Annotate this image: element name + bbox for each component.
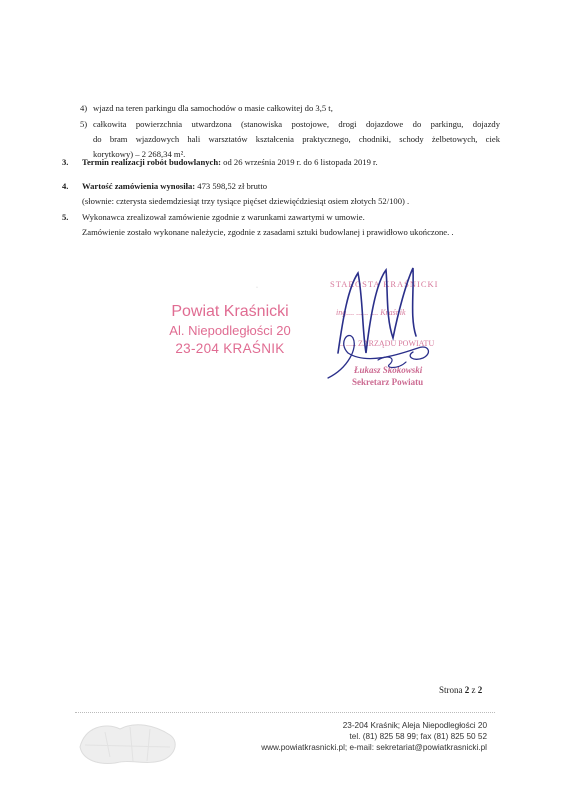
section-text: od 26 września 2019 r. do 6 listopada 2019 r. bbox=[221, 157, 378, 167]
footer-web: www.powiatkrasnicki.pl; e-mail: sekretariat@powiatkrasnicki.pl bbox=[261, 743, 487, 752]
section-heading: Termin realizacji robót budowlanych: bbox=[82, 157, 222, 167]
county-map-watermark bbox=[75, 717, 185, 767]
page-number-current: 2 bbox=[464, 685, 470, 695]
section-text-line-2: Zamówienie zostało wykonane należycie, zgodnie z zasadami sztuki budowlanej i prawidłowo ukończone. . bbox=[82, 227, 454, 237]
stamp-line-3: 23-204 KRAŚNIK bbox=[175, 341, 285, 356]
footer-phone: tel. (81) 825 58 99; fax (81) 825 50 52 bbox=[349, 732, 487, 741]
section-4 bbox=[62, 179, 502, 209]
handwritten-signature bbox=[318, 258, 458, 383]
section-5 bbox=[62, 210, 502, 240]
section-number: 3. bbox=[62, 157, 69, 167]
stamp-faint-text: .. ..... ZARZĄDU POWIATU bbox=[340, 339, 435, 348]
list-item-text-line-3: korytkowy) – 2 268,34 m². bbox=[93, 149, 186, 159]
section-heading: Wartość zamówienia wynosiła: bbox=[82, 181, 196, 191]
stamp-title: STAROSTA KRAŚNICKI bbox=[330, 279, 439, 289]
stamp-faint-text: ing.... ...... .... Kraśnik bbox=[336, 308, 406, 317]
list-item-text: wjazd na teren parkingu dla samochodów o masie całkowitej do 3,5 t, bbox=[93, 103, 333, 113]
stamp-role: Sekretarz Powiatu bbox=[352, 377, 424, 387]
section-3 bbox=[62, 155, 502, 170]
footer-contact bbox=[261, 720, 487, 753]
list-item-4 bbox=[80, 101, 500, 116]
stamp-name: Łukasz Skokowski bbox=[354, 365, 423, 375]
list-item-number: 4) bbox=[80, 103, 88, 113]
list-item-number: 5) bbox=[80, 119, 88, 129]
list-item-text-line-2: do bram wjazdowych hali warsztatów kształcenia praktycznego, chodniki, schody żelbetowych, ciek bbox=[93, 134, 500, 144]
footer-divider bbox=[75, 712, 495, 713]
stamp-line-2: Al. Niepodległości 20 bbox=[169, 323, 291, 338]
faint-mark: · bbox=[256, 285, 258, 291]
section-number: 4. bbox=[62, 181, 69, 191]
section-text-line-1: Wykonawca zrealizował zamówienie zgodnie z warunkami zawartymi w umowie. bbox=[82, 212, 365, 222]
list-item-text-line-1: całkowita powierzchnia utwardzona (stanowiska postojowe, drogi dojazdowe do parkingu, dojazdy bbox=[93, 119, 500, 129]
footer-address: 23-204 Kraśnik; Aleja Niepodległości 20 bbox=[342, 721, 487, 730]
section-text-line-2: (słownie: czterysta siedemdziesiąt trzy tysiące pięćset dziewięćdziesiąt osiem złotych 52/100) . bbox=[82, 196, 410, 206]
page-number-prefix: Strona bbox=[439, 685, 465, 695]
page-number bbox=[439, 685, 482, 695]
stamp-line-1: Powiat Kraśnicki bbox=[171, 303, 289, 320]
county-stamp bbox=[155, 302, 305, 358]
section-number: 5. bbox=[62, 212, 69, 222]
page-number-total: 2 bbox=[477, 685, 483, 695]
page-number-separator: z bbox=[469, 685, 478, 695]
section-text: 473 598,52 zł brutto bbox=[195, 181, 268, 191]
